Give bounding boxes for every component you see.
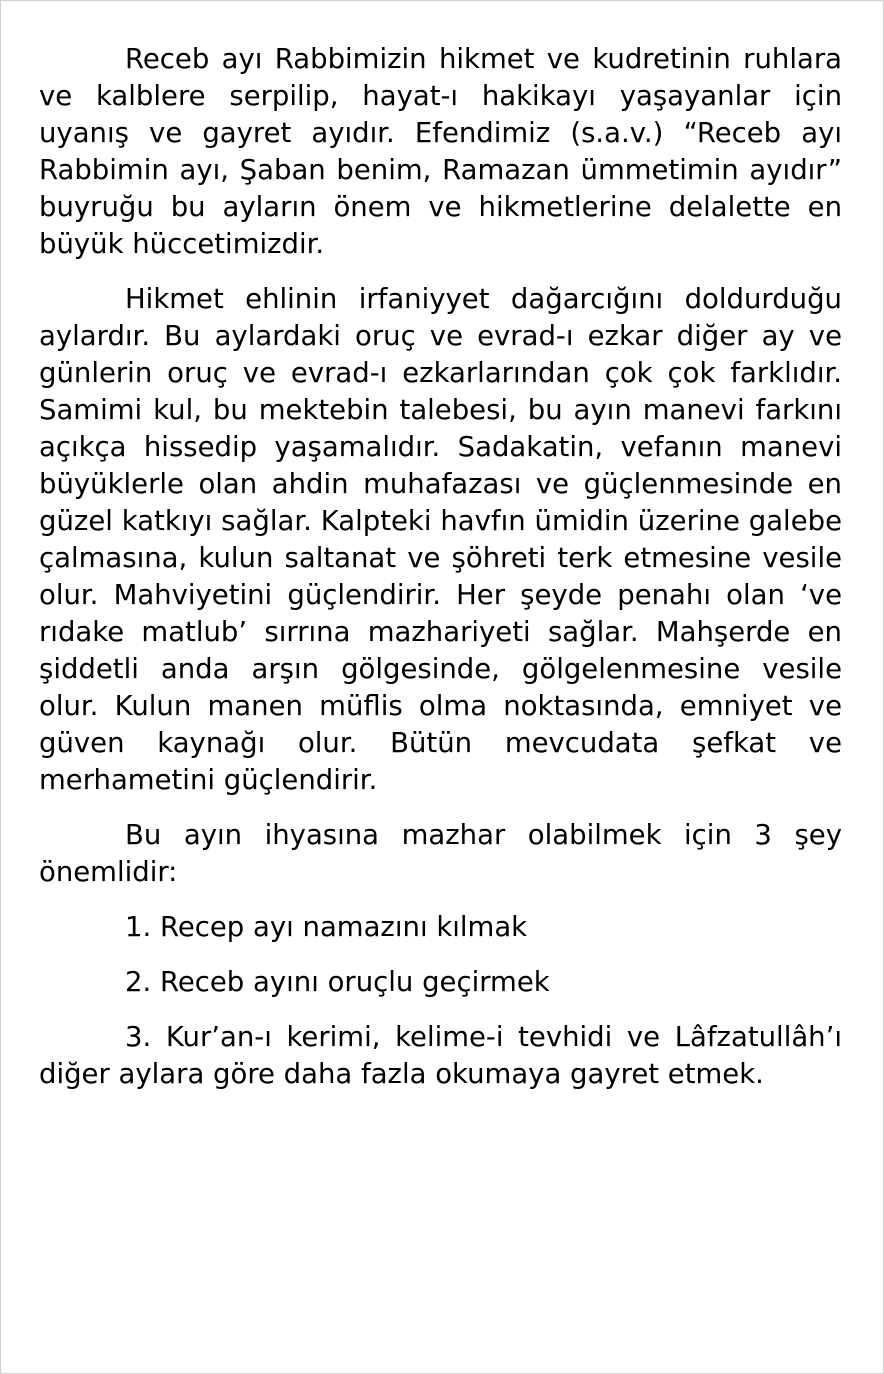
document-body: [39, 41, 842, 1093]
list-item-namaz: 1. Recep ayı namazını kılmak: [125, 911, 528, 943]
paragraph-hikmet: Hikmet ehlinin irfaniyyet dağarcığını doldurduğu aylardır. Bu aylardaki oruç ve evrad-ı ezkar diğer ay ve günlerin oruç ve evrad-ı ezkarlarından çok çok farklıdır. Samimi kul, bu mektebin talebesi, bu ayın manevi farkını açıkça hissedip yaşamalıdır. Sadakatin, vefanın manevi büyüklerle olan ahdin muhafazası ve güçlenmesinde en güzel katkıyı sağlar. Kalpteki havfın ümidin üzerine galebe çalmasına, kulun saltanat ve şöhreti terk etmesine vesile olur. Mahviyetini güçlendirir. Her şeyde penahı olan ‘ve rıdake matlub’ sırrına mazhariyeti sağlar. Mahşerde en şiddetli anda arşın gölgesinde, gölgelenmesine vesile olur. Kulun manen müflis olma noktasında, emniyet ve güven kaynağı olur. Bütün mevcudata şefkat ve merhametini güçlendirir.: [39, 283, 842, 796]
paragraph-three-things: Bu ayın ihyasına mazhar olabilmek için 3 şey önemlidir:: [39, 819, 842, 888]
list-item-oruc: 2. Receb ayını oruçlu geçirmek: [125, 966, 550, 998]
list-item-kuran: 3. Kur’an-ı kerimi, kelime-i tevhidi ve Lâfzatullâh’ı diğer aylara göre daha fazla okumaya gayret etmek.: [39, 1021, 842, 1090]
paragraph-receb-intro: Receb ayı Rabbimizin hikmet ve kudretinin ruhlara ve kalblere serpilip, hayat-ı hakikayı yaşayanlar için uyanış ve gayret ayıdır. Efendimiz (s.a.v.) “Receb ayı Rabbimin ayı, Şaban benim, Ramazan ümmetimin ayıdır” buyruğu bu ayların önem ve hikmetlerine delalette en büyük hüccetimizdir.: [39, 43, 842, 260]
